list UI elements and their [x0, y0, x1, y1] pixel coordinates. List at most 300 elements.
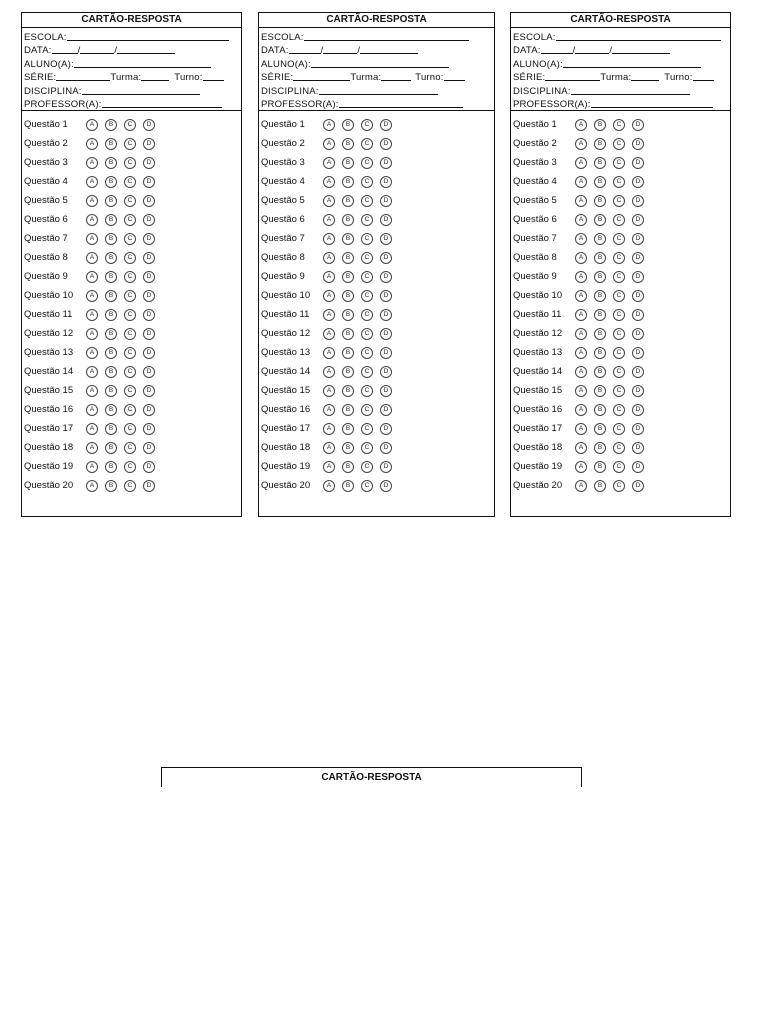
option-bubble-a[interactable]: A	[86, 404, 98, 416]
option-bubble-c[interactable]: C	[361, 138, 373, 150]
option-bubble-a[interactable]: A	[575, 176, 587, 188]
option-bubble-b[interactable]: B	[594, 119, 606, 131]
option-bubble-c[interactable]: C	[124, 214, 136, 226]
option-bubble-c[interactable]: C	[361, 290, 373, 302]
option-bubbles	[575, 385, 644, 397]
option-bubble-c[interactable]: C	[613, 404, 625, 416]
option-bubble-a[interactable]: A	[86, 271, 98, 283]
option-bubble-c[interactable]: C	[613, 271, 625, 283]
option-bubble-a[interactable]: A	[323, 214, 335, 226]
option-bubble-d[interactable]: D	[143, 214, 155, 226]
option-bubble-a[interactable]: A	[575, 404, 587, 416]
option-bubble-a[interactable]: A	[86, 214, 98, 226]
disciplina-field[interactable]: DISCIPLINA:	[513, 83, 728, 97]
option-bubble-b[interactable]: B	[594, 347, 606, 359]
option-bubble-d[interactable]: D	[143, 157, 155, 169]
option-bubble-b[interactable]: B	[342, 480, 354, 492]
option-bubble-b[interactable]: B	[594, 271, 606, 283]
option-bubble-a[interactable]: A	[323, 423, 335, 435]
option-bubble-a[interactable]: A	[323, 252, 335, 264]
option-bubble-d[interactable]: D	[632, 404, 644, 416]
option-bubble-b[interactable]: B	[594, 214, 606, 226]
option-bubbles	[575, 195, 644, 207]
option-bubble-c[interactable]: C	[613, 461, 625, 473]
option-bubbles	[323, 157, 392, 169]
aluno-field[interactable]: ALUNO(A):	[24, 56, 239, 70]
professor-field[interactable]: PROFESSOR(A):	[513, 97, 728, 111]
option-bubble-c[interactable]: C	[613, 423, 625, 435]
option-bubble-c[interactable]: C	[613, 347, 625, 359]
option-bubble-d[interactable]: D	[380, 119, 392, 131]
option-bubble-d[interactable]: D	[632, 195, 644, 207]
option-bubble-b[interactable]: B	[342, 233, 354, 245]
option-bubble-c[interactable]: C	[124, 404, 136, 416]
question-label: Questão 3	[24, 157, 68, 168]
question-label: Questão 18	[513, 442, 563, 453]
option-bubble-d[interactable]: D	[143, 480, 155, 492]
option-bubble-d[interactable]: D	[143, 347, 155, 359]
option-bubble-b[interactable]: B	[342, 423, 354, 435]
option-bubble-a[interactable]: A	[575, 366, 587, 378]
option-bubbles	[575, 309, 644, 321]
question-row	[511, 400, 730, 419]
question-label: Questão 15	[24, 385, 74, 396]
option-bubble-c[interactable]: C	[361, 271, 373, 283]
option-bubble-a[interactable]: A	[575, 195, 587, 207]
option-bubble-a[interactable]: A	[86, 157, 98, 169]
option-bubble-b[interactable]: B	[342, 290, 354, 302]
option-bubble-a[interactable]: A	[575, 214, 587, 226]
option-bubble-a[interactable]: A	[575, 461, 587, 473]
option-bubble-a[interactable]: A	[86, 119, 98, 131]
option-bubble-d[interactable]: D	[632, 328, 644, 340]
question-row	[259, 343, 494, 362]
serie-turma-turno-field[interactable]: SÉRIE: Turma: Turno:	[513, 70, 728, 84]
option-bubble-c[interactable]: C	[613, 290, 625, 302]
option-bubble-b[interactable]: B	[594, 404, 606, 416]
option-bubble-a[interactable]: A	[86, 290, 98, 302]
option-bubble-c[interactable]: C	[361, 328, 373, 340]
option-bubble-d[interactable]: D	[143, 252, 155, 264]
option-bubble-a[interactable]: A	[323, 176, 335, 188]
question-row	[511, 248, 730, 267]
option-bubbles	[86, 480, 155, 492]
option-bubble-b[interactable]: B	[594, 461, 606, 473]
option-bubble-d[interactable]: D	[143, 271, 155, 283]
option-bubble-b[interactable]: B	[105, 252, 117, 264]
option-bubble-c[interactable]: C	[613, 195, 625, 207]
escola-field[interactable]: ESCOLA:	[261, 29, 492, 43]
option-bubble-d[interactable]: D	[380, 157, 392, 169]
option-bubble-b[interactable]: B	[105, 347, 117, 359]
option-bubble-b[interactable]: B	[342, 385, 354, 397]
option-bubble-c[interactable]: C	[361, 195, 373, 207]
option-bubble-b[interactable]: B	[342, 461, 354, 473]
option-bubble-d[interactable]: D	[143, 176, 155, 188]
data-field[interactable]: DATA: / /	[24, 43, 239, 57]
option-bubble-a[interactable]: A	[86, 480, 98, 492]
option-bubble-b[interactable]: B	[342, 442, 354, 454]
option-bubble-c[interactable]: C	[613, 309, 625, 321]
option-bubble-c[interactable]: C	[124, 461, 136, 473]
option-bubble-a[interactable]: A	[323, 195, 335, 207]
option-bubble-c[interactable]: C	[124, 290, 136, 302]
option-bubble-a[interactable]: A	[323, 404, 335, 416]
option-bubble-a[interactable]: A	[86, 461, 98, 473]
option-bubble-d[interactable]: D	[632, 385, 644, 397]
option-bubble-b[interactable]: B	[594, 157, 606, 169]
option-bubble-c[interactable]: C	[124, 480, 136, 492]
option-bubble-c[interactable]: C	[361, 461, 373, 473]
option-bubble-c[interactable]: C	[613, 480, 625, 492]
professor-field[interactable]: PROFESSOR(A):	[24, 97, 239, 111]
question-label: Questão 11	[24, 309, 73, 320]
question-label: Questão 17	[513, 423, 563, 434]
option-bubble-b[interactable]: B	[105, 309, 117, 321]
option-bubble-d[interactable]: D	[632, 461, 644, 473]
option-bubble-c[interactable]: C	[361, 480, 373, 492]
option-bubble-a[interactable]: A	[575, 290, 587, 302]
option-bubble-b[interactable]: B	[342, 309, 354, 321]
escola-field[interactable]: ESCOLA:	[513, 29, 728, 43]
question-label: Questão 11	[513, 309, 562, 320]
option-bubble-a[interactable]: A	[575, 119, 587, 131]
option-bubble-d[interactable]: D	[632, 290, 644, 302]
option-bubble-d[interactable]: D	[380, 347, 392, 359]
option-bubble-c[interactable]: C	[361, 176, 373, 188]
option-bubble-d[interactable]: D	[380, 252, 392, 264]
option-bubble-a[interactable]: A	[323, 347, 335, 359]
option-bubble-c[interactable]: C	[124, 138, 136, 150]
option-bubble-c[interactable]: C	[124, 176, 136, 188]
question-label: Questão 19	[24, 461, 74, 472]
option-bubble-a[interactable]: A	[323, 309, 335, 321]
option-bubble-b[interactable]: B	[105, 138, 117, 150]
option-bubble-d[interactable]: D	[143, 290, 155, 302]
option-bubble-a[interactable]: A	[323, 328, 335, 340]
option-bubble-b[interactable]: B	[105, 366, 117, 378]
option-bubble-d[interactable]: D	[380, 195, 392, 207]
option-bubble-b[interactable]: B	[105, 271, 117, 283]
data-field[interactable]: DATA: / /	[513, 43, 728, 57]
option-bubbles	[575, 271, 644, 283]
option-bubble-d[interactable]: D	[143, 309, 155, 321]
option-bubble-d[interactable]: D	[632, 480, 644, 492]
option-bubble-d[interactable]: D	[632, 157, 644, 169]
option-bubble-c[interactable]: C	[613, 366, 625, 378]
option-bubble-a[interactable]: A	[575, 157, 587, 169]
option-bubble-c[interactable]: C	[613, 442, 625, 454]
option-bubble-c[interactable]: C	[361, 252, 373, 264]
option-bubble-a[interactable]: A	[86, 138, 98, 150]
question-row	[511, 210, 730, 229]
option-bubble-c[interactable]: C	[124, 423, 136, 435]
question-row	[511, 191, 730, 210]
option-bubble-d[interactable]: D	[380, 309, 392, 321]
option-bubble-a[interactable]: A	[86, 195, 98, 207]
option-bubble-b[interactable]: B	[105, 290, 117, 302]
option-bubble-c[interactable]: C	[613, 385, 625, 397]
option-bubble-d[interactable]: D	[380, 385, 392, 397]
option-bubble-a[interactable]: A	[86, 366, 98, 378]
option-bubble-b[interactable]: B	[594, 252, 606, 264]
answer-card-right	[510, 12, 731, 517]
question-label: Questão 14	[261, 366, 311, 377]
option-bubble-b[interactable]: B	[105, 385, 117, 397]
option-bubble-d[interactable]: D	[380, 138, 392, 150]
option-bubble-c[interactable]: C	[124, 347, 136, 359]
option-bubble-d[interactable]: D	[380, 214, 392, 226]
option-bubble-c[interactable]: C	[124, 271, 136, 283]
option-bubble-b[interactable]: B	[594, 423, 606, 435]
option-bubble-c[interactable]: C	[613, 252, 625, 264]
option-bubble-b[interactable]: B	[105, 157, 117, 169]
option-bubble-a[interactable]: A	[86, 347, 98, 359]
option-bubble-c[interactable]: C	[361, 347, 373, 359]
option-bubble-b[interactable]: B	[105, 480, 117, 492]
option-bubble-c[interactable]: C	[124, 119, 136, 131]
option-bubble-d[interactable]: D	[380, 290, 392, 302]
option-bubble-d[interactable]: D	[632, 119, 644, 131]
option-bubble-d[interactable]: D	[380, 442, 392, 454]
option-bubble-a[interactable]: A	[86, 309, 98, 321]
option-bubble-d[interactable]: D	[380, 366, 392, 378]
question-row	[259, 400, 494, 419]
option-bubble-b[interactable]: B	[342, 195, 354, 207]
option-bubble-b[interactable]: B	[342, 157, 354, 169]
option-bubble-d[interactable]: D	[143, 138, 155, 150]
option-bubble-b[interactable]: B	[105, 119, 117, 131]
option-bubble-b[interactable]: B	[342, 404, 354, 416]
option-bubble-b[interactable]: B	[105, 442, 117, 454]
option-bubble-c[interactable]: C	[361, 423, 373, 435]
option-bubble-c[interactable]: C	[124, 385, 136, 397]
option-bubbles	[323, 385, 392, 397]
option-bubble-a[interactable]: A	[323, 157, 335, 169]
option-bubble-a[interactable]: A	[86, 328, 98, 340]
option-bubble-c[interactable]: C	[361, 442, 373, 454]
option-bubble-d[interactable]: D	[143, 461, 155, 473]
option-bubble-a[interactable]: A	[575, 347, 587, 359]
option-bubble-c[interactable]: C	[361, 119, 373, 131]
question-row	[511, 172, 730, 191]
option-bubble-b[interactable]: B	[594, 366, 606, 378]
option-bubble-c[interactable]: C	[124, 328, 136, 340]
header-fields	[259, 28, 494, 111]
option-bubble-b[interactable]: B	[342, 271, 354, 283]
option-bubble-a[interactable]: A	[86, 442, 98, 454]
question-label: Questão 7	[513, 233, 557, 244]
option-bubble-d[interactable]: D	[632, 176, 644, 188]
option-bubble-a[interactable]: A	[86, 385, 98, 397]
option-bubble-c[interactable]: C	[613, 328, 625, 340]
option-bubble-a[interactable]: A	[575, 233, 587, 245]
serie-turma-turno-field[interactable]: SÉRIE: Turma: Turno:	[261, 70, 492, 84]
question-row	[259, 248, 494, 267]
option-bubble-c[interactable]: C	[361, 233, 373, 245]
option-bubbles	[323, 271, 392, 283]
option-bubble-c[interactable]: C	[361, 385, 373, 397]
option-bubble-a[interactable]: A	[575, 252, 587, 264]
option-bubble-b[interactable]: B	[342, 138, 354, 150]
option-bubble-b[interactable]: B	[105, 404, 117, 416]
question-label: Questão 17	[24, 423, 74, 434]
question-label: Questão 10	[261, 290, 311, 301]
option-bubble-b[interactable]: B	[594, 233, 606, 245]
option-bubble-b[interactable]: B	[105, 176, 117, 188]
option-bubble-b[interactable]: B	[594, 328, 606, 340]
option-bubble-b[interactable]: B	[105, 328, 117, 340]
option-bubble-d[interactable]: D	[143, 366, 155, 378]
question-label: Questão 13	[261, 347, 311, 358]
option-bubble-a[interactable]: A	[86, 252, 98, 264]
option-bubble-c[interactable]: C	[124, 195, 136, 207]
option-bubble-b[interactable]: B	[594, 480, 606, 492]
option-bubble-d[interactable]: D	[632, 366, 644, 378]
option-bubble-c[interactable]: C	[124, 309, 136, 321]
option-bubble-a[interactable]: A	[575, 423, 587, 435]
option-bubble-d[interactable]: D	[380, 176, 392, 188]
option-bubble-d[interactable]: D	[380, 233, 392, 245]
option-bubble-c[interactable]: C	[613, 119, 625, 131]
option-bubble-d[interactable]: D	[143, 404, 155, 416]
question-label: Questão 9	[513, 271, 557, 282]
option-bubbles	[575, 233, 644, 245]
option-bubble-d[interactable]: D	[380, 404, 392, 416]
option-bubble-b[interactable]: B	[594, 290, 606, 302]
option-bubble-a[interactable]: A	[575, 385, 587, 397]
option-bubble-d[interactable]: D	[143, 442, 155, 454]
option-bubble-b[interactable]: B	[594, 309, 606, 321]
option-bubble-b[interactable]: B	[342, 214, 354, 226]
option-bubble-b[interactable]: B	[342, 347, 354, 359]
option-bubbles	[86, 328, 155, 340]
question-row	[259, 362, 494, 381]
option-bubble-b[interactable]: B	[342, 328, 354, 340]
question-row	[511, 476, 730, 495]
option-bubble-a[interactable]: A	[323, 271, 335, 283]
option-bubble-d[interactable]: D	[632, 271, 644, 283]
option-bubble-d[interactable]: D	[380, 480, 392, 492]
serie-turma-turno-field[interactable]: SÉRIE: Turma: Turno:	[24, 70, 239, 84]
data-field[interactable]: DATA: / /	[261, 43, 492, 57]
option-bubble-a[interactable]: A	[575, 271, 587, 283]
option-bubble-b[interactable]: B	[105, 423, 117, 435]
disciplina-field[interactable]: DISCIPLINA:	[261, 83, 492, 97]
professor-field[interactable]: PROFESSOR(A):	[261, 97, 492, 111]
option-bubble-d[interactable]: D	[143, 233, 155, 245]
option-bubble-d[interactable]: D	[632, 309, 644, 321]
question-label: Questão 16	[513, 404, 563, 415]
option-bubble-d[interactable]: D	[632, 252, 644, 264]
option-bubble-a[interactable]: A	[323, 290, 335, 302]
option-bubble-c[interactable]: C	[361, 366, 373, 378]
option-bubble-a[interactable]: A	[575, 309, 587, 321]
option-bubble-a[interactable]: A	[323, 119, 335, 131]
option-bubble-c[interactable]: C	[124, 252, 136, 264]
option-bubble-a[interactable]: A	[575, 138, 587, 150]
option-bubble-a[interactable]: A	[575, 480, 587, 492]
option-bubble-b[interactable]: B	[342, 176, 354, 188]
aluno-field[interactable]: ALUNO(A):	[513, 56, 728, 70]
option-bubble-a[interactable]: A	[86, 176, 98, 188]
option-bubble-d[interactable]: D	[632, 138, 644, 150]
option-bubble-b[interactable]: B	[105, 461, 117, 473]
option-bubble-d[interactable]: D	[143, 385, 155, 397]
option-bubble-c[interactable]: C	[124, 366, 136, 378]
option-bubble-b[interactable]: B	[342, 252, 354, 264]
option-bubble-b[interactable]: B	[594, 442, 606, 454]
option-bubble-b[interactable]: B	[342, 366, 354, 378]
option-bubble-a[interactable]: A	[323, 385, 335, 397]
option-bubble-d[interactable]: D	[632, 423, 644, 435]
option-bubble-c[interactable]: C	[124, 233, 136, 245]
option-bubble-d[interactable]: D	[380, 271, 392, 283]
option-bubble-b[interactable]: B	[105, 195, 117, 207]
question-label: Questão 7	[24, 233, 68, 244]
option-bubble-c[interactable]: C	[613, 157, 625, 169]
option-bubble-a[interactable]: A	[323, 480, 335, 492]
option-bubble-a[interactable]: A	[323, 138, 335, 150]
option-bubble-d[interactable]: D	[632, 214, 644, 226]
option-bubble-c[interactable]: C	[361, 309, 373, 321]
option-bubble-c[interactable]: C	[124, 442, 136, 454]
option-bubble-a[interactable]: A	[575, 328, 587, 340]
option-bubble-c[interactable]: C	[613, 214, 625, 226]
card-title: CARTÃO-RESPOSTA	[259, 13, 494, 28]
option-bubble-a[interactable]: A	[323, 366, 335, 378]
option-bubbles	[86, 366, 155, 378]
option-bubble-b[interactable]: B	[105, 214, 117, 226]
option-bubble-b[interactable]: B	[594, 195, 606, 207]
option-bubble-d[interactable]: D	[143, 195, 155, 207]
question-label: Questão 12	[513, 328, 563, 339]
option-bubble-a[interactable]: A	[323, 233, 335, 245]
option-bubble-a[interactable]: A	[575, 442, 587, 454]
option-bubble-b[interactable]: B	[594, 385, 606, 397]
disciplina-field[interactable]: DISCIPLINA:	[24, 83, 239, 97]
option-bubble-b[interactable]: B	[105, 233, 117, 245]
option-bubble-c[interactable]: C	[361, 214, 373, 226]
option-bubble-d[interactable]: D	[632, 442, 644, 454]
option-bubble-c[interactable]: C	[613, 138, 625, 150]
question-label: Questão 6	[24, 214, 68, 225]
option-bubble-d[interactable]: D	[380, 461, 392, 473]
option-bubble-a[interactable]: A	[86, 423, 98, 435]
option-bubble-c[interactable]: C	[124, 157, 136, 169]
option-bubble-d[interactable]: D	[380, 423, 392, 435]
option-bubble-c[interactable]: C	[613, 233, 625, 245]
option-bubble-a[interactable]: A	[323, 442, 335, 454]
option-bubble-c[interactable]: C	[361, 157, 373, 169]
question-label: Questão 15	[261, 385, 311, 396]
option-bubble-c[interactable]: C	[361, 404, 373, 416]
option-bubble-a[interactable]: A	[86, 233, 98, 245]
option-bubble-d[interactable]: D	[632, 233, 644, 245]
option-bubble-d[interactable]: D	[632, 347, 644, 359]
option-bubble-d[interactable]: D	[380, 328, 392, 340]
option-bubble-b[interactable]: B	[594, 138, 606, 150]
option-bubble-d[interactable]: D	[143, 423, 155, 435]
option-bubble-b[interactable]: B	[342, 119, 354, 131]
option-bubble-b[interactable]: B	[594, 176, 606, 188]
option-bubble-a[interactable]: A	[323, 461, 335, 473]
option-bubble-d[interactable]: D	[143, 119, 155, 131]
option-bubble-d[interactable]: D	[143, 328, 155, 340]
escola-field[interactable]: ESCOLA:	[24, 29, 239, 43]
option-bubble-c[interactable]: C	[613, 176, 625, 188]
aluno-field[interactable]: ALUNO(A):	[261, 56, 492, 70]
